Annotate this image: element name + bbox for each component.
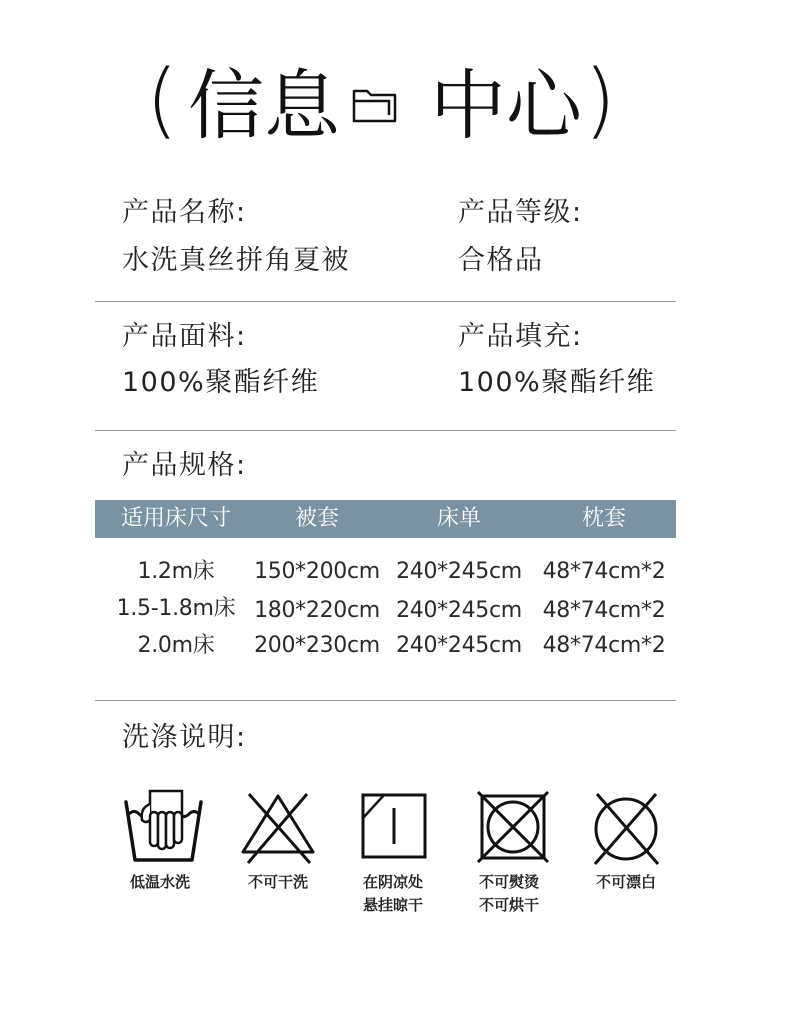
table-cell: 180*220cm [254,598,380,623]
care-item-label: 低温水洗 [129,873,190,891]
title-close-paren: ) [584,53,616,148]
care-label: 洗涤说明: [122,722,247,753]
title-right-text: 中心 [430,61,582,150]
care-item-label: 不可干洗 [247,873,308,891]
table-cell: 240*245cm [396,633,522,658]
crossed-triangle-icon [240,790,316,866]
crossed-circle-icon [588,790,664,866]
filling-value: 100%聚酯纤维 [458,367,656,398]
divider [95,301,676,302]
table-header-bed-size: 适用床尺寸 [120,506,231,531]
table-cell: 48*74cm*2 [542,633,666,658]
table-cell: 1.5-1.8m床 [116,596,236,621]
care-item-label: 不可烘干 [478,896,539,914]
fabric-value: 100%聚酯纤维 [122,367,320,398]
fabric-label: 产品面料: [122,321,247,352]
title-open-paren: ( [146,53,178,148]
hand-wash-basin-icon [122,790,204,864]
spec-header-bar [95,500,676,538]
spec-label: 产品规格: [122,450,247,481]
folder-icon [352,86,398,124]
product-grade-value: 合格品 [458,245,544,276]
care-item-label: 在阴凉处 [362,873,423,891]
table-cell: 1.2m床 [137,559,215,584]
crossed-tumble-dry-icon [476,790,552,866]
table-cell: 2.0m床 [137,633,215,658]
table-cell: 240*245cm [396,559,522,584]
table-cell: 150*200cm [254,559,380,584]
table-cell: 48*74cm*2 [542,559,666,584]
table-header-duvet-cover: 被套 [294,506,339,531]
table-cell: 48*74cm*2 [542,598,666,623]
product-name-label: 产品名称: [122,197,247,228]
table-cell: 200*230cm [254,633,380,658]
care-item-label: 悬挂晾干 [362,896,423,914]
dry-in-shade-icon [360,792,428,860]
table-header-sheet: 床单 [436,506,481,531]
divider [95,430,676,431]
product-grade-label: 产品等级: [458,197,583,228]
table-cell: 240*245cm [396,598,522,623]
table-header-pillowcase: 枕套 [581,506,626,531]
product-name-value: 水洗真丝拼角夏被 [122,245,350,276]
divider [95,700,676,701]
title-left-text: 信息 [188,61,340,150]
care-item-label: 不可熨烫 [478,873,539,891]
care-item-label: 不可漂白 [595,873,656,891]
filling-label: 产品填充: [458,321,583,352]
